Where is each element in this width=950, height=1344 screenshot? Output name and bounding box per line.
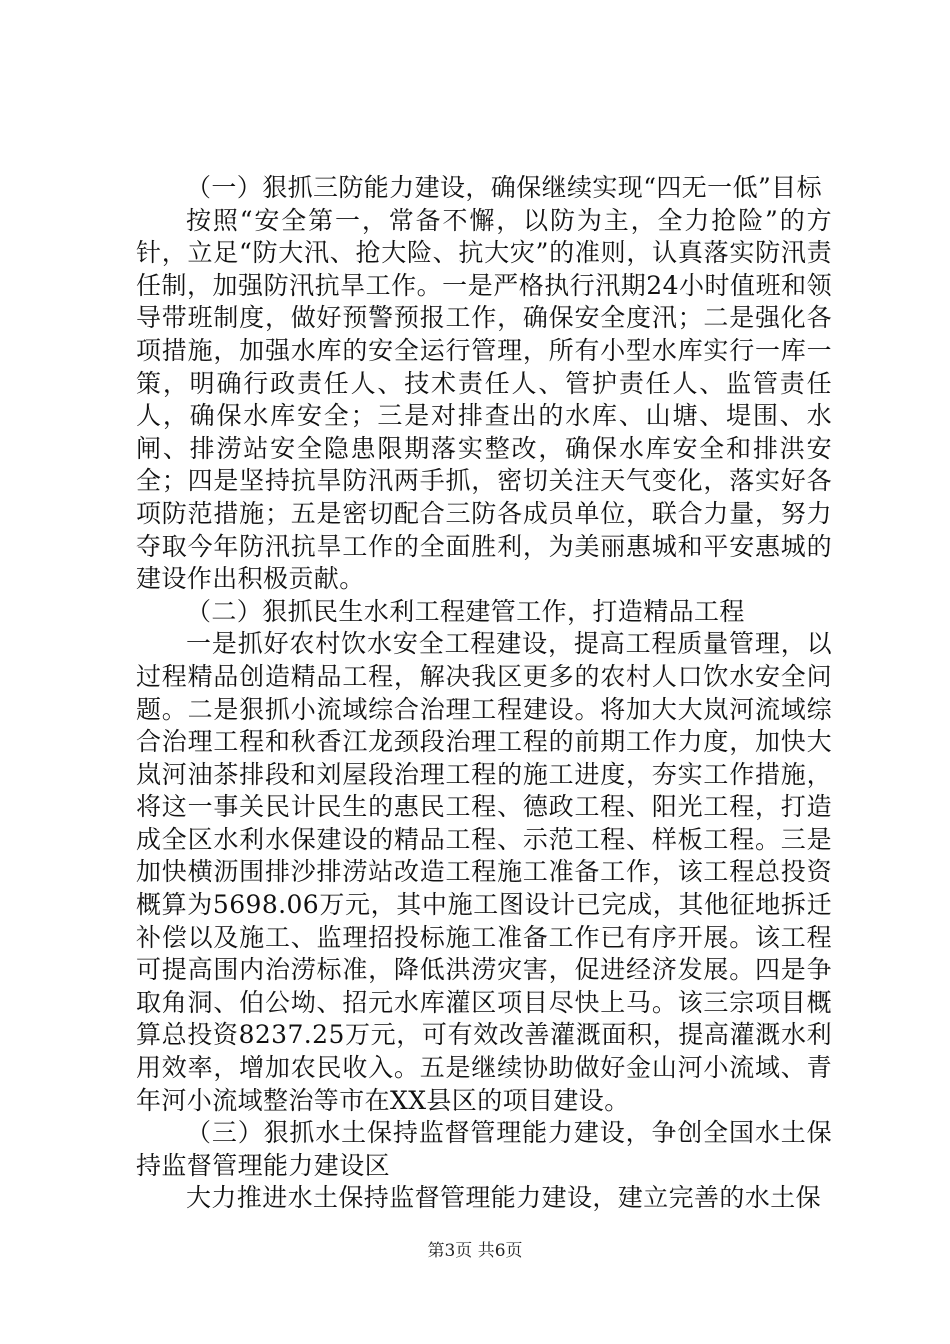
document-body [136,172,832,1215]
body-paragraph-2: 一是抓好农村饮水安全工程建设，提高工程质量管理，以过程精品创造精品工程，解决我区更多的农村人口饮水安全问题。二是狠抓小流域综合治理工程建设。将加大大岚河流域综合治理工程和秋香江龙颈段治理工程的前期工作力度，加快大岚河油茶排段和刘屋段治理工程的施工进度，夯实工作措施，将这一事关民计民生的惠民工程、德政工程、阳光工程，打造成全区水利水保建设的精品工程、示范工程、样板工程。三是加快横沥围排沙排涝站改造工程施工准备工作，该工程总投资概算为5698.06万元，其中施工图设计已完成，其他征地拆迁补偿以及施工、监理招投标施工准备工作已有序开展。该工程可提高围内治涝标准，降低洪涝灾害，促进经济发展。四是争取角洞、伯公坳、招元水库灌区项目尽快上马。该三宗项目概算总投资8237.25万元，可有效改善灌溉面积，提高灌溉水利用效率，增加农民收入。五是继续协助做好金山河小流域、青年河小流域整治等市在XX县区的项目建设。 [136,629,832,1115]
page-number-footer: 第3页 共6页 [427,1241,523,1261]
body-paragraph-1: 按照“安全第一，常备不懈，以防为主，全力抢险”的方针，立足“防大汛、抢大险、抗大灾”的准则，认真落实防汛责任制，加强防汛抗旱工作。一是严格执行汛期24小时值班和领导带班制度，做好预警预报工作，确保安全度汛；二是强化各项措施，加强水库的安全运行管理，所有小型水库实行一库一策，明确行政责任人、技术责任人、管护责任人、监管责任人，确保水库安全；三是对排查出的水库、山塘、堤围、水闸、排涝站安全隐患限期落实整改，确保水库安全和排洪安全；四是坚持抗旱防汛两手抓，密切关注天气变化，落实好各项防范措施；五是密切配合三防各成员单位，联合力量，努力夺取今年防汛抗旱工作的全面胜利，为美丽惠城和平安惠城的建设作出积极贡献。 [136,205,832,594]
body-paragraph-3: 大力推进水土保持监督管理能力建设，建立完善的水土保 [186,1183,822,1213]
section-heading-2: （二）狠抓民生水利工程建管工作，打造精品工程 [186,596,745,626]
section-heading-3: （三）狠抓水土保持监督管理能力建设，争创全国水土保持监督管理能力建设区 [136,1118,832,1180]
section-heading-1: （一）狠抓三防能力建设，确保继续实现“四无一低”目标 [186,173,822,202]
